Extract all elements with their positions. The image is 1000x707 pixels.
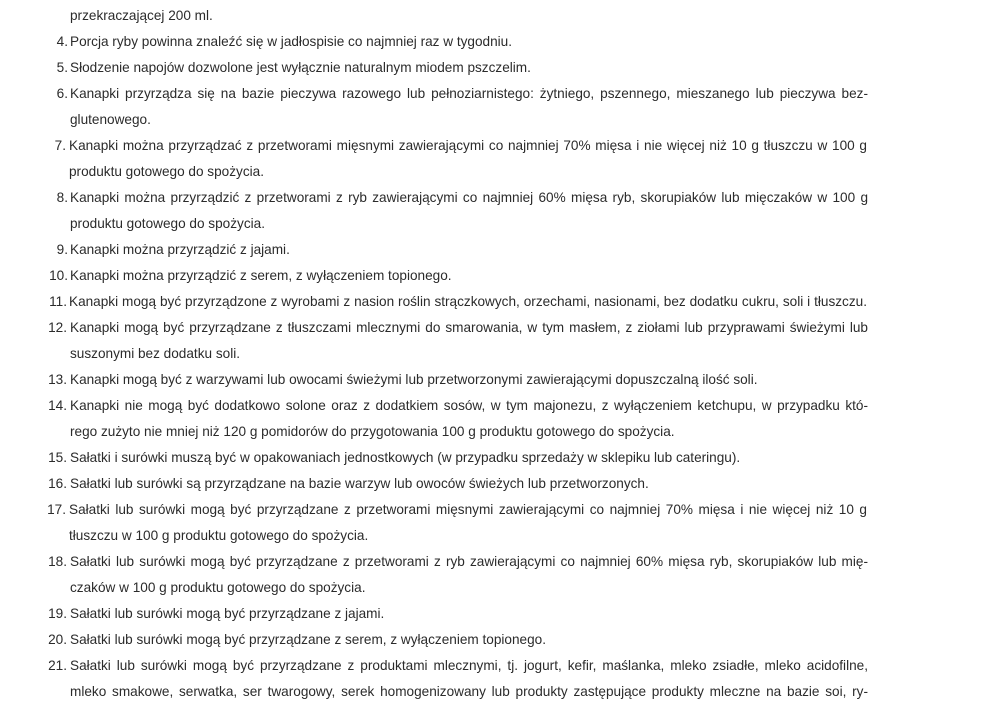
list-item-text: przekraczającej 200 ml. [70,8,213,23]
list-item-text-continuation: suszonymi bez dodatku soli. [70,346,241,361]
list-item-text: Sałatki lub surówki mogą być przyrządzane z produktami mlecznymi, tj. jogurt, kefir, maślanka, mleko zsiadłe, mleko acidofilne, [70,658,868,673]
list-item-text: Sałatki lub surówki mogą być przyrządzane z przetworami z ryb zawierającymi co najmniej 60% mięsa ryb, skorupiaków lub mię- [70,554,868,569]
list-item-text-continuation: czaków w 100 g produktu gotowego do spożycia. [70,580,366,595]
list-item-text-continuation: produktu gotowego do spożycia. [69,164,264,179]
list-item-text: Kanapki mogą być z warzywami lub owocami świeżymi lub przetworzonymi zawierającymi dopuszczalną ilość soli. [70,372,758,387]
list-item-text: Sałatki lub surówki mogą być przyrządzane z serem, z wyłączeniem topionego. [70,632,546,647]
list-item-number: 16. [48,476,67,491]
list-item-text-continuation: glutenowego. [70,112,151,127]
list-item-number: 10. [49,268,68,283]
list-item-text: Kanapki można przyrządzić z przetworami z ryb zawierającymi co najmniej 60% mięsa ryb, skorupiaków lub mięczaków w 100 g [70,190,868,205]
list-item-number: 5. [56,60,68,75]
list-item-text: Sałatki lub surówki mogą być przyrządzane z przetworami mięsnymi zawierającymi co najmniej 70% mięsa i nie więcej niż 10 g [69,502,867,517]
list-item-text-continuation: mleko smakowe, serwatka, ser twarogowy, serek homogenizowany lub produkty zastępujące produkty mleczne na bazie soi, ry- [70,684,868,699]
list-item-number: 15. [48,450,67,465]
list-item-number: 17. [47,502,66,517]
list-item-text: Kanapki przyrządza się na bazie pieczywa razowego lub pełnoziarnistego: żytniego, pszennego, mieszanego lub pieczywa bez- [70,86,868,101]
list-item-number: 21. [48,658,67,673]
list-item-number: 9. [56,242,68,257]
list-item-text: Kanapki mogą być przyrządzane z tłuszczami mlecznymi do smarowania, w tym masłem, z ziołami lub przyprawami świeżymi lub [70,320,868,335]
list-item-text: Porcja ryby powinna znaleźć się w jadłospisie co najmniej raz w tygodniu. [70,34,513,49]
list-item-number: 7. [54,138,66,153]
list-item-text-continuation: produktu gotowego do spożycia. [70,216,265,231]
list-item-number: 8. [56,190,68,205]
list-item-text: Kanapki można przyrządzić z serem, z wyłączeniem topionego. [70,268,452,283]
list-item-number: 13. [48,372,67,387]
list-item-text: Kanapki można przyrządzać z przetworami mięsnymi zawierającymi co najmniej 70% mięsa i nie więcej niż 10 g tłuszczu w 100 g [69,138,867,153]
list-item-text: Słodzenie napojów dozwolone jest wyłącznie naturalnym miodem pszczelim. [70,60,531,75]
list-item-number: 18. [48,554,67,569]
list-item-number: 11. [49,294,67,309]
list-item-text: Kanapki nie mogą być dodatkowo solone oraz z dodatkiem sosów, w tym majonezu, z wyłączeniem ketchupu, w przypadku któ- [70,398,868,413]
list-item-number: 12. [48,320,67,335]
list-item-number: 4. [56,34,68,49]
list-item-number: 6. [56,86,68,101]
list-item-text: Kanapki mogą być przyrządzone z wyrobami z nasion roślin strączkowych, orzechami, nasionami, bez dodatku cukru, soli i tłuszczu. [69,294,867,309]
list-item-number: 14. [48,398,67,413]
list-item-number: 20. [48,632,67,647]
list-item-text: Sałatki lub surówki mogą być przyrządzane z jajami. [70,606,385,621]
list-item-text: Sałatki lub surówki są przyrządzane na bazie warzyw lub owoców świeżych lub przetworzonych. [70,476,649,491]
list-item-text-continuation: tłuszczu w 100 g produktu gotowego do spożycia. [69,528,369,543]
list-item-text: Sałatki i surówki muszą być w opakowaniach jednostkowych (w przypadku sprzedaży w sklepiku lub cateringu). [70,450,741,465]
list-item-text: Kanapki można przyrządzić z jajami. [70,242,290,257]
list-item-text-continuation: rego zużyto nie mniej niż 120 g pomidorów do przygotowania 100 g produktu gotowego do spożycia. [70,424,675,439]
list-item-number: 19. [48,606,67,621]
